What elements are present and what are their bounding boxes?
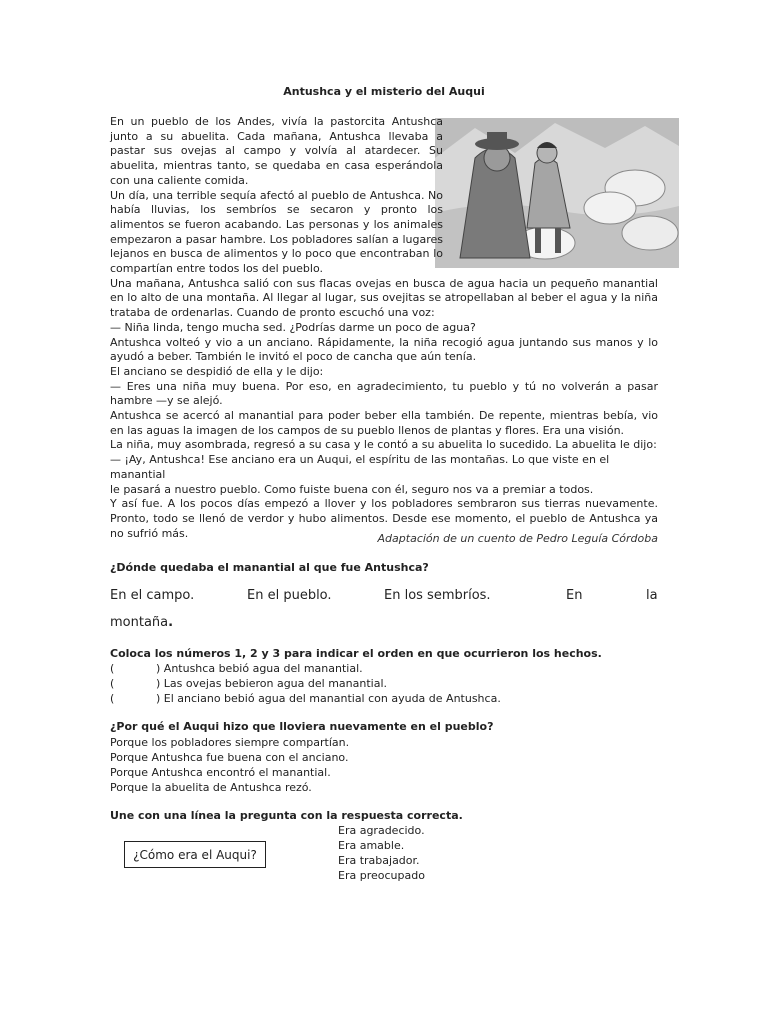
option-sembrios: En los sembríos. <box>384 588 491 603</box>
question-1: ¿Dónde quedaba el manantial al que fue Antushca? <box>110 561 429 574</box>
story-paragraph: La niña, muy asombrada, regresó a su casa y le contó a su abuelita lo sucedido. La abuelita le dijo: <box>110 438 657 452</box>
option-campo: En el campo. <box>110 588 195 603</box>
match-answer: Era preocupado <box>338 869 425 882</box>
order-item: ( ) El anciano bebió agua del manantial con ayuda de Antushca. <box>110 692 501 705</box>
question-4-box: ¿Cómo era el Auqui? <box>124 841 266 868</box>
story-dialogue: le pasará a nuestro pueblo. Como fuiste buena con él, seguro nos va a premiar a todos. <box>110 482 594 496</box>
story-paragraph: Antushca se acercó al manantial para poder beber ella también. De repente, mientras bebía, vio en las aguas la imagen de los campos de su pueblo llenos de plantas y flores. Era una visión. <box>110 409 658 437</box>
question-3-answers <box>110 735 349 795</box>
story-credit: Adaptación de un cuento de Pedro Leguía Córdoba <box>377 532 658 545</box>
answer-option: Porque Antushca fue buena con el anciano. <box>110 751 349 764</box>
match-answer: Era amable. <box>338 839 405 852</box>
question-3: ¿Por qué el Auqui hizo que lloviera nuevamente en el pueblo? <box>110 720 494 733</box>
story-paragraph: Un día, una terrible sequía afectó al pueblo de Antushca. No había lluvias, los sembríos se secaron y pronto los alimentos se fueron acabando. Las personas y los animales empezaron a pasar hambre. Los pobladores salían a lugares lejanos en busca de alimentos y lo poco que encontraban lo compartían entre todos los del pueblo. <box>110 188 443 276</box>
answer-option: Porque los pobladores siempre compartían. <box>110 736 350 749</box>
match-answer: Era agradecido. <box>338 824 425 837</box>
story-dialogue: — ¡Ay, Antushca! Ese anciano era un Auqui, el espíritu de las montañas. Lo que viste en el manantial <box>110 453 610 481</box>
answer-option: Porque la abuelita de Antushca rezó. <box>110 781 312 794</box>
question-4: Une con una línea la pregunta con la respuesta correcta. <box>110 809 463 822</box>
order-item: ( ) Antushca bebió agua del manantial. <box>110 662 363 675</box>
question-2-items <box>110 661 501 706</box>
story-paragraph: Y así fue. A los pocos días empezó a llover y los pobladores sembraron sus tierras nuevamente. Pronto, todo se llenó de verdor y hubo alimentos. Desde ese momento, el pueblo de Antushca ya no sufrió más. <box>110 497 658 540</box>
story-dialogue: — Niña linda, tengo mucha sed. ¿Podrías darme un poco de agua? <box>110 320 476 334</box>
match-answer: Era trabajador. <box>338 854 420 867</box>
story-paragraph: En un pueblo de los Andes, vivía la pastorcita Antushca junto a su abuelita. Cada mañana, Antushca llevaba a pastar sus ovejas al campo y volvía al atardecer. Su abuelita, mientras tanto, se quedaba en casa esperándola con una caliente comida. <box>110 115 443 187</box>
question-4-answers <box>338 823 425 883</box>
question-2: Coloca los números 1, 2 y 3 para indicar el orden en que ocurrieron los hechos. <box>110 647 602 660</box>
option-pueblo: En el pueblo. <box>247 588 332 603</box>
page-title: Antushca y el misterio del Auqui <box>283 85 485 98</box>
option-montana-part1: En <box>566 588 583 603</box>
story-paragraph: Una mañana, Antushca salió con sus flacas ovejas en busca de agua hacia un pequeño manantial en lo alto de una montaña. Al llegar al lugar, sus ovejitas se atropellaban al beber el agua y la niña trataba de ordenarlas. Cuando de pronto escuchó una voz: <box>110 276 658 320</box>
option-montana-part3: montaña. <box>110 615 174 630</box>
option-montana-part2: la <box>646 588 658 603</box>
answer-option: Porque Antushca encontró el manantial. <box>110 766 331 779</box>
story-paragraph: Antushca volteó y vio a un anciano. Rápidamente, la niña recogió agua juntando sus manos y lo ayudó a beber. También le invitó el poco de cancha que aún tenía. <box>110 335 658 364</box>
story-paragraph: El anciano se despidió de ella y le dijo: <box>110 364 324 378</box>
order-item: ( ) Las ovejas bebieron agua del manantial. <box>110 677 387 690</box>
story-text <box>110 115 658 541</box>
story-dialogue: — Eres una niña muy buena. Por eso, en agradecimiento, tu pueblo y tú no volverán a pasar hambre —y se alejó. <box>110 379 658 408</box>
